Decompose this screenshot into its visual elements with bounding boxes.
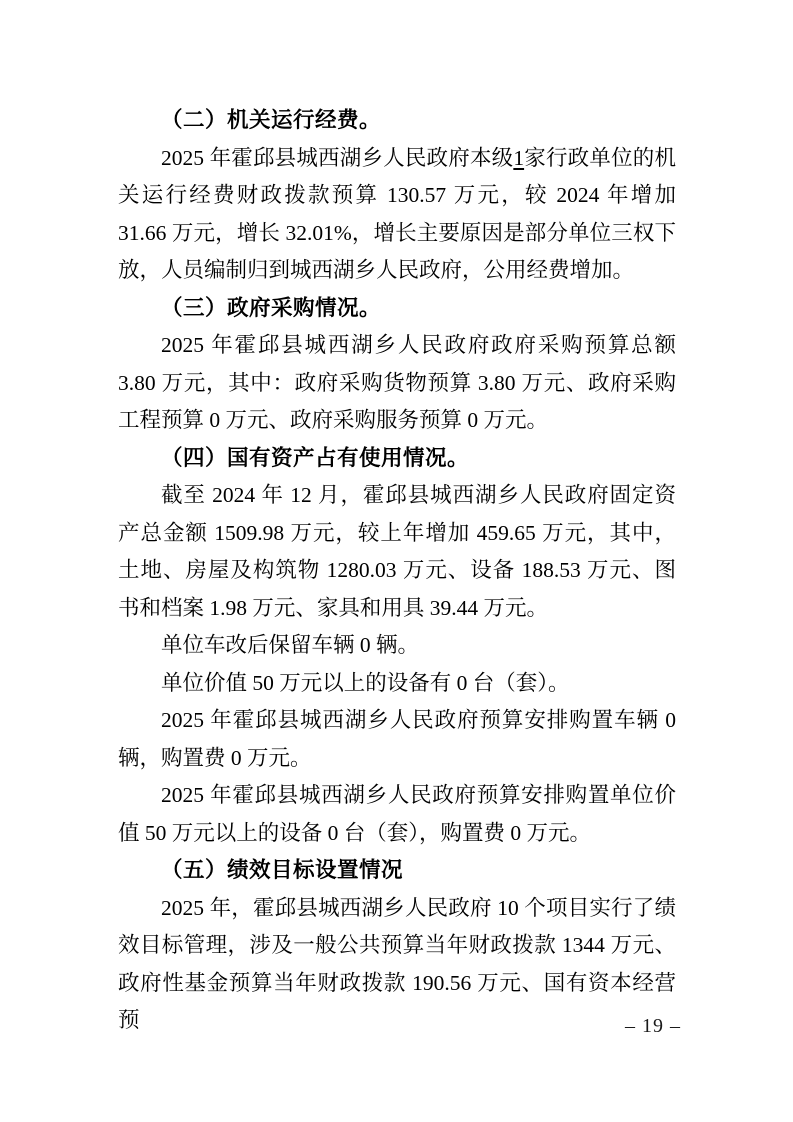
- section-government-procurement: [118, 290, 676, 440]
- paragraph-performance-target-management: 2025 年，霍邱县城西湖乡人民政府 10 个项目实行了绩效目标管理，涉及一般公共预算当年财政拨款 1344 万元、政府性基金预算当年财政拨款 190.56 万元、国有资本经营预: [118, 895, 676, 1032]
- paragraph-planned-equipment-purchase: 2025 年霍邱县城西湖乡人民政府预算安排购置单位价值 50 万元以上的设备 0 台（套），购置费 0 万元。: [118, 783, 676, 845]
- section-agency-operating-funds: [118, 102, 676, 290]
- section-heading-performance-targets: （五）绩效目标设置情况: [161, 858, 404, 882]
- paragraph-text-before-underline: 2025 年霍邱县城西湖乡人民政府本级: [161, 145, 514, 170]
- paragraph-procurement-budget: 2025 年霍邱县城西湖乡人民政府政府采购预算总额 3.80 万元，其中：政府采购货物预算 3.80 万元、政府采购工程预算 0 万元、政府采购服务预算 0 万元。: [118, 333, 676, 432]
- underlined-unit-count: 1: [513, 145, 525, 170]
- section-heading-state-owned-assets: （四）国有资产占有使用情况。: [161, 445, 470, 470]
- page-number: – 19 –: [625, 1015, 681, 1037]
- paragraph-text-after-underline: 家行政单位的机关运行经费财政拨款预算 130.57 万元，较 2024 年增加 31.66 万元，增长 32.01%，增长主要原因是部分单位三权下放，人员编制归到城西湖乡人民政府，公用经费增加。: [118, 145, 676, 282]
- section-heading-agency-operating-funds: （二）机关运行经费。: [161, 108, 382, 132]
- paragraph-fixed-assets-total: 截至 2024 年 12 月，霍邱县城西湖乡人民政府固定资产总金额 1509.98 万元，较上年增加 459.65 万元，其中，土地、房屋及构筑物 1280.03 万元、设备 188.53 万元、图书和档案 1.98 万元、家具和用具 39.44 万元。: [118, 483, 676, 620]
- paragraph-agency-operating-funds: [118, 140, 676, 290]
- paragraph-equipment-over-500k: 单位价值 50 万元以上的设备有 0 台（套）。: [161, 670, 570, 695]
- paragraph-planned-vehicle-purchase: 2025 年霍邱县城西湖乡人民政府预算安排购置车辆 0 辆，购置费 0 万元。: [118, 708, 676, 770]
- section-state-owned-assets: [118, 440, 676, 853]
- section-performance-targets: [118, 852, 676, 1040]
- paragraph-retained-vehicles: 单位车改后保留车辆 0 辆。: [161, 633, 420, 657]
- section-heading-government-procurement: （三）政府采购情况。: [161, 295, 382, 320]
